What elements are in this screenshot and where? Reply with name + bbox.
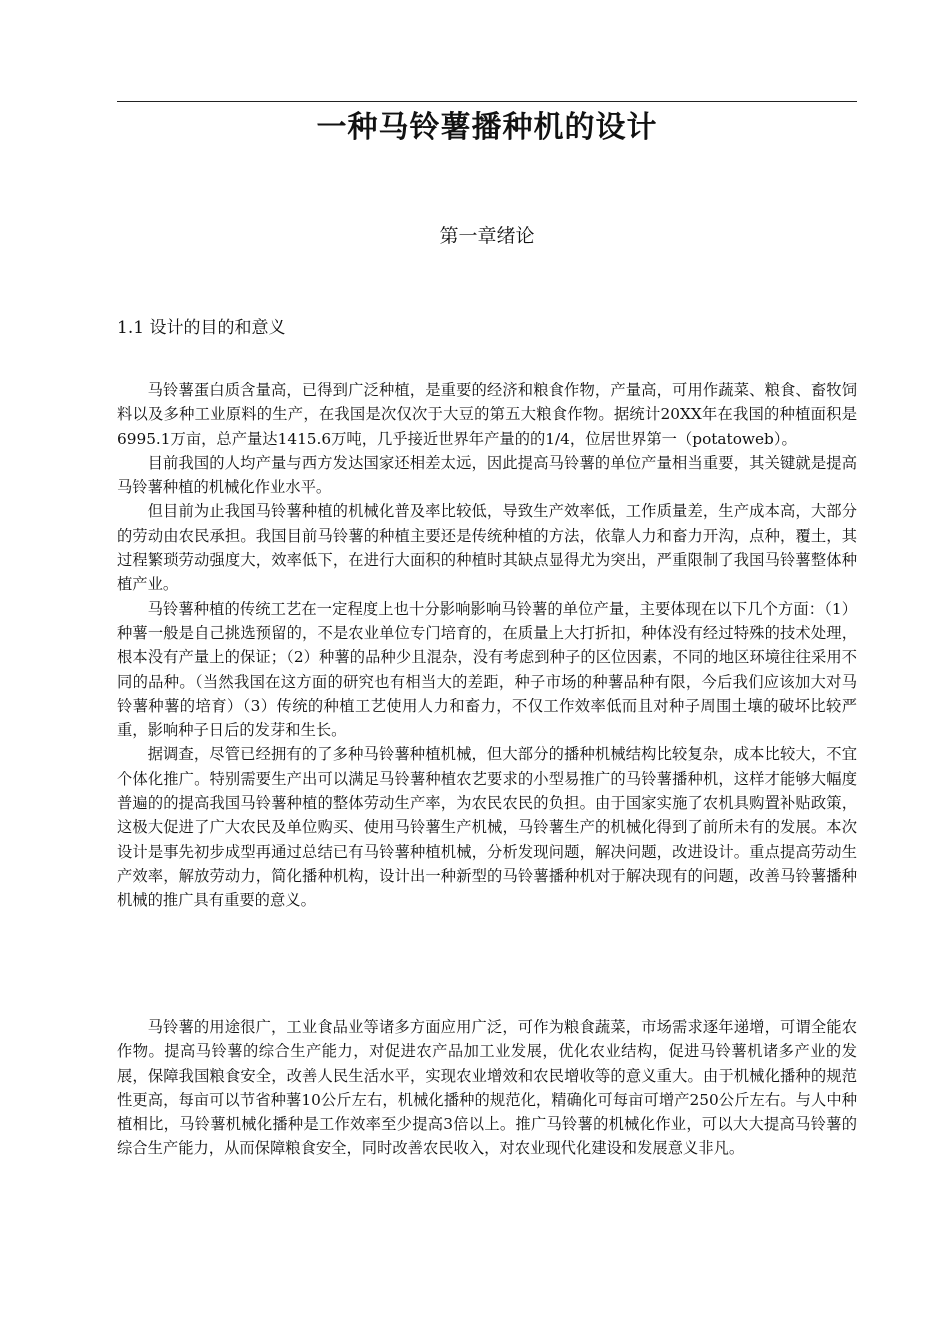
document-title: 一种马铃薯播种机的设计 [316,110,658,145]
body-text-block [117,1015,857,1161]
paragraph: 据调查，尽管已经拥有的了多种马铃薯种植机械，但大部分的播种机械结构比较复杂，成本比较大，不宜个体化推广。特别需要生产出可以满足马铃薯种植农艺要求的小型易推广的马铃薯播种机，这样才能够大幅度普遍的的提高我国马铃薯种植的整体劳动生产率，为农民农民的负担。由于国家实施了农机具购置补贴政策，这极大促进了广大农民及单位购买、使用马铃薯生产机械，马铃薯生产的机械化得到了前所未有的发展。本次设计是事先初步成型再通过总结已有马铃薯种植机械，分析发现问题，解决问题，改进设计。重点提高劳动生产效率，解放劳动力，简化播种机构，设计出一种新型的马铃薯播种机对于解决现有的问题，改善马铃薯播种机械的推广具有重要的意义。 [117,745,857,910]
paragraph: 目前我国的人均产量与西方发达国家还相差太远，因此提高马铃薯的单位产量相当重要，其关键就是提高马铃薯种植的机械化作业水平。 [117,453,857,497]
chapter-title: 第一章绪论 [439,225,535,247]
body-text-block [117,378,857,913]
paragraph: 但目前为止我国马铃薯种植的机械化普及率比较低，导致生产效率低，工作质量差，生产成本高，大部分的劳动由农民承担。我国目前马铃薯的种植主要还是传统种植的方法，依靠人力和畜力开沟，点种，覆土，其过程繁琐劳动强度大，效率低下，在进行大面积的种植时其缺点显得尤为突出，严重限制了我国马铃薯整体种植产业。 [117,502,857,594]
paragraph: 马铃薯的用途很广，工业食品业等诸多方面应用广泛，可作为粮食蔬菜，市场需求逐年递增，可谓全能农作物。提高马铃薯的综合生产能力，对促进农产品加工业发展，优化农业结构，促进马铃薯机诸多产业的发展，保障我国粮食安全，改善人民生活水平，实现农业增效和农民增收等的意义重大。由于机械化播种的规范性更高，每亩可以节省种薯10公斤左右，机械化播种的规范化，精确化可每亩可增产250公斤左右。与人中种植相比，马铃薯机械化播种是工作效率至少提高3倍以上。推广马铃薯的机械化作业，可以大大提高马铃薯的综合生产能力，从而保障粮食安全，同时改善农民收入，对农业现代化建设和发展意义非凡。 [117,1018,857,1158]
header-rule [117,101,857,102]
paragraph: 马铃薯蛋白质含量高，已得到广泛种植，是重要的经济和粮食作物，产量高，可用作蔬菜、粮食、畜牧饲料以及多种工业原料的生产，在我国是次仅次于大豆的第五大粮食作物。据统计20XX年在我国的种植面积是6995.1万亩，总产量达1415.6万吨，几乎接近世界年产量的的1/4，位居世界第一（potatoweb）。 [117,381,857,448]
paragraph: 马铃薯种植的传统工艺在一定程度上也十分影响影响马铃薯的单位产量，主要体现在以下几个方面：（1）种薯一般是自己挑选预留的，不是农业单位专门培育的，在质量上大打折扣，种体没有经过特殊的技术处理，根本没有产量上的保证；（2）种薯的品种少且混杂，没有考虑到种子的区位因素，不同的地区环境往往采用不同的品种。（当然我国在这方面的研究也有相当大的差距，种子市场的种薯品种有限，今后我们应该加大对马铃薯种薯的培育）（3）传统的种植工艺使用人力和畜力，不仅工作效率低而且对种子周围土壤的破坏比较严重，影响种子日后的发芽和生长。 [117,599,857,740]
section-heading: 1.1 设计的目的和意义 [117,318,286,338]
